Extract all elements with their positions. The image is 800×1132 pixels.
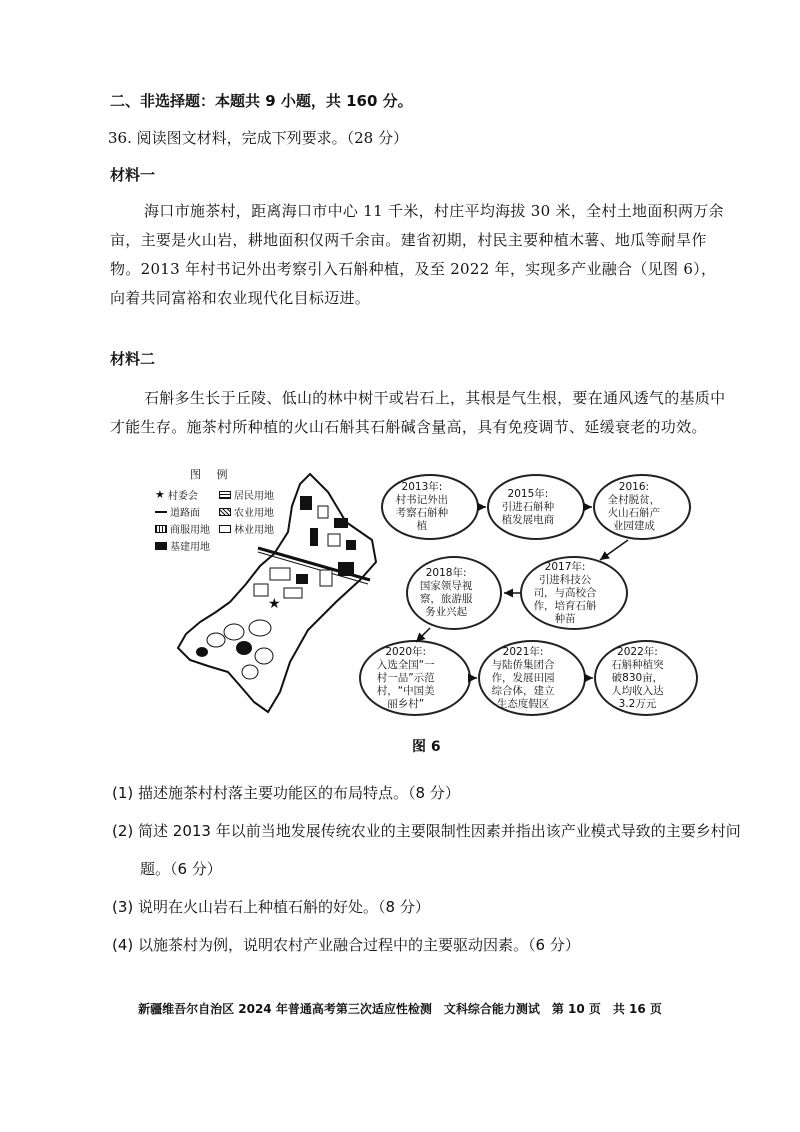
subquestion-3: (3) 说明在火山岩石上种植石斛的好处。（8 分） [112, 898, 430, 916]
section-header: 二、非选择题：本题共 9 小题，共 160 分。 [110, 92, 413, 110]
legend-item-forest: 林业用地 [219, 521, 274, 536]
arrow-2018-2020 [416, 628, 430, 642]
page-footer: 新疆维吾尔自治区 2024 年普通高考第三次适应性检测 文科综合能力测试 第 10 页 共 16 页 [138, 1002, 662, 1016]
subquestion-1: (1) 描述施茶村村落主要功能区的布局特点。（8 分） [112, 784, 460, 802]
flow-node-2013: 2013年: 村书记外出考察石斛种植 [381, 474, 479, 540]
flow-node-2015: 2015年: 引进石斛种植发展电商 [487, 474, 585, 540]
material1-title: 材料一 [110, 166, 156, 184]
material2-title: 材料二 [110, 350, 156, 368]
svg-text:★: ★ [268, 596, 281, 612]
subquestion-2: (2) 简述 2013 年以前当地发展传统农业的主要限制性因素并指出该产业模式导致的主要乡村问 [112, 822, 741, 840]
material2-text: 石斛多生长于丘陵、低山的林中树干或岩石上，其根是气生根，要在通风透气的基质中才能生存。施茶村所种植的火山石斛其石斛碱含量高，具有免疫调节、延缓衰老的功效。 [110, 389, 726, 436]
flow-node-2016: 2016: 全村脱贫，火山石斛产业园建成 [593, 474, 691, 540]
star-icon: ★ [155, 488, 165, 501]
flow-node-2017: 2017年: 引进科技公司，与高校合作，培育石斛种苗 [520, 556, 628, 630]
arrow-2016-2017 [600, 540, 628, 560]
legend-item-village-committee: ★ 村委会 [155, 488, 198, 502]
legend-title: 图 例 [190, 468, 234, 481]
flow-node-2020: 2020年: 入选全国“一村一品”示范村，“中国美丽乡村” [359, 640, 471, 716]
legend-item-commercial: 商服用地 [155, 521, 210, 536]
question-title: 36. 阅读图文材料，完成下列要求。（28 分） [108, 129, 408, 147]
figure-caption: 图 6 [412, 739, 441, 755]
material1-text: 海口市施茶村，距离海口市中心 11 千米，村庄平均海拔 30 米，全村土地面积两万余亩，主要是火山岩，耕地面积仅两千余亩。建省初期，村民主要种植木薯、地瓜等耐旱作物。2013 年村书记外出考察引入石斛种植，及至 2022 年，实现多产业融合（见图 6），向着共同富裕和农业现代化目标迈进。 [110, 202, 724, 307]
flow-node-2021: 2021年: 与陆侨集团合作，发展田园综合体，建立生态度假区 [478, 640, 586, 716]
legend-item-infrastructure: 基建用地 [155, 538, 210, 553]
flow-node-2022: 2022年: 石斛种植突破830亩，人均收入达3.2万元 [594, 640, 698, 716]
legend-item-residential: 居民用地 [219, 487, 274, 502]
subquestion-2-continued: 题。（6 分） [140, 860, 222, 878]
subquestion-4: (4) 以施茶村为例，说明农村产业融合过程中的主要驱动因素。（6 分） [112, 936, 580, 954]
legend-item-farmland: 农业用地 [219, 504, 274, 519]
legend-item-road: 道路面 [155, 504, 200, 519]
flow-node-2018: 2018年: 国家领导视察，旅游服务业兴起 [406, 556, 502, 630]
